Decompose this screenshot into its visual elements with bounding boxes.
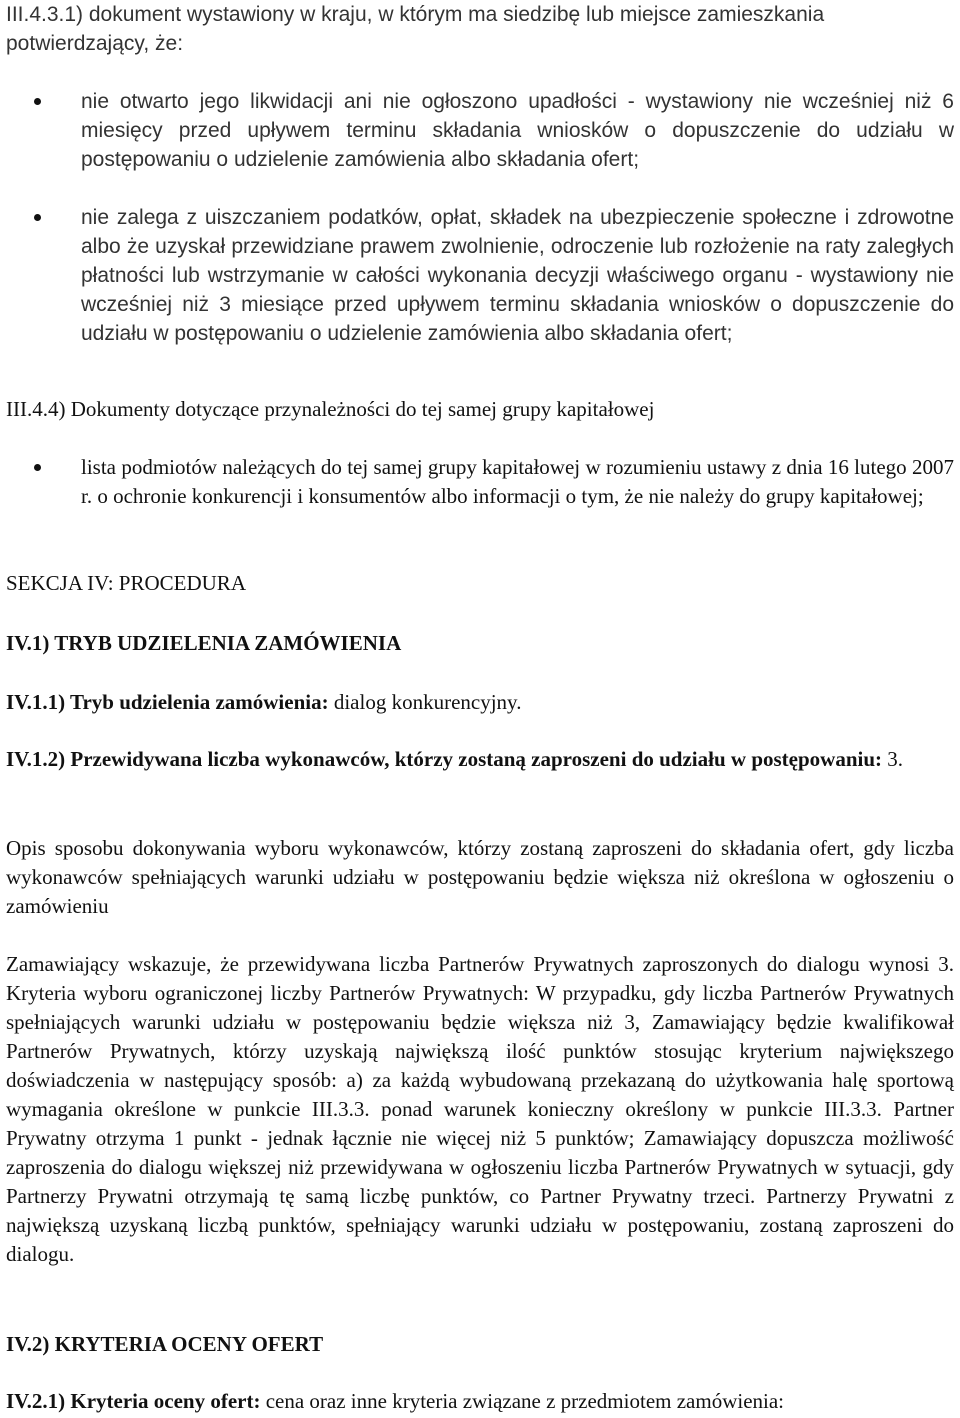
section-intro-iii-4-3-1: III.4.3.1) dokument wystawiony w kraju, w którym ma siedzibę lub miejsce zamieszkania potwierdzający, że: [6,3,825,55]
contractor-count [6,745,954,774]
section-heading-iii-4-4: III.4.4) Dokumenty dotyczące przynależności do tej samej grupy kapitałowej [6,397,655,421]
bullet-list-iii-4-3-1 [6,87,954,348]
list-item-text: lista podmiotów należących do tej samej grupy kapitałowej w rozumieniu ustawy z dnia 16 lutego 2007 r. o ochronie konkurencji i konsumentów albo informacji o tym, że nie należy do grupy kapitałowej; [81,455,954,508]
list-item [6,453,954,511]
evaluation-criteria-value: cena oraz inne kryteria związane z przedmiotem zamówienia: [260,1389,785,1413]
list-item [6,87,954,174]
contractor-count-value: 3. [882,747,904,771]
bullet-icon [34,98,41,105]
procedure-mode-value: dialog konkurencyjny. [328,690,522,714]
contractor-count-label: IV.1.2) Przewidywana liczba wykonawców, którzy zostaną zaproszeni do udziału w postępowaniu: [6,747,883,771]
heading-iv-2: IV.2) KRYTERIA OCENY OFERT [6,1332,324,1356]
procedure-mode-label: IV.1.1) Tryb udzielenia zamówienia: [6,690,329,714]
heading-iv-1: IV.1) TRYB UDZIELENIA ZAMÓWIENIA [6,631,402,655]
bullet-list-iii-4-4 [6,453,954,511]
list-item-text: nie otwarto jego likwidacji ani nie ogłoszono upadłości - wystawiony nie wcześniej niż 6 miesięcy przed upływem terminu składania wniosków o dopuszczenie do udziału w postępowaniu o udzielenie zamówienia albo składania ofert; [81,90,954,171]
evaluation-criteria-label: IV.2.1) Kryteria oceny ofert: [6,1389,261,1413]
bullet-icon [34,214,41,221]
procedure-mode [6,688,954,717]
selection-method-description: Opis sposobu dokonywania wyboru wykonawców, którzy zostaną zaproszeni do składania ofert, gdy liczba wykonawców spełniających warunki udziału w postępowaniu będzie większa niż określona w ogłoszeniu o zamówieniu [6,836,954,918]
list-item [6,203,954,348]
bullet-icon [34,464,41,471]
section-title: SEKCJA IV: PROCEDURA [6,571,246,595]
evaluation-criteria [6,1387,954,1416]
selection-criteria-text: Zamawiający wskazuje, że przewidywana liczba Partnerów Prywatnych zaproszonych do dialogu wynosi 3. Kryteria wyboru ograniczonej liczby Partnerów Prywatnych: W przypadku, gdy liczba Partnerów Prywatnych spełniających warunki udziału w postępowaniu będzie większa niż 3, Zamawiający będzie kwalifikował Partnerów Prywatnych, którzy uzyskają największą ilość punktów stosując kryterium największego doświadczenia w następujący sposób: a) za każdą wybudowaną przekazaną do użytkowania halę sportową wymagania określone w punkcie III.3.3. ponad warunek konieczny określony w punkcie III.3.3. Partner Prywatny otrzyma 1 punkt - jednak łącznie nie więcej niż 5 punktów; Zamawiający dopuszcza możliwość zaproszenia do dialogu większej niż przewidywana w ogłoszeniu liczba Partnerów Prywatnych w sytuacji, gdy Partnerzy Prywatni otrzymają tę samą liczbę punktów, co Partner Prywatny trzeci. Partnerzy Prywatni z największą uzyskaną liczbą punktów, spełniający warunki udziału w postępowaniu, zostaną zaproszeni do dialogu. [6,952,954,1266]
list-item-text: nie zalega z uiszczaniem podatków, opłat, składek na ubezpieczenie społeczne i zdrowotne albo że uzyskał przewidziane prawem zwolnienie, odroczenie lub rozłożenie na raty zaległych płatności lub wstrzymanie w całości wykonania decyzji właściwego organu - wystawiony nie wcześniej niż 3 miesiące przed upływem terminu składania wniosków o dopuszczenie do udziału w postępowaniu o udzielenie zamówienia albo składania ofert; [81,206,954,345]
